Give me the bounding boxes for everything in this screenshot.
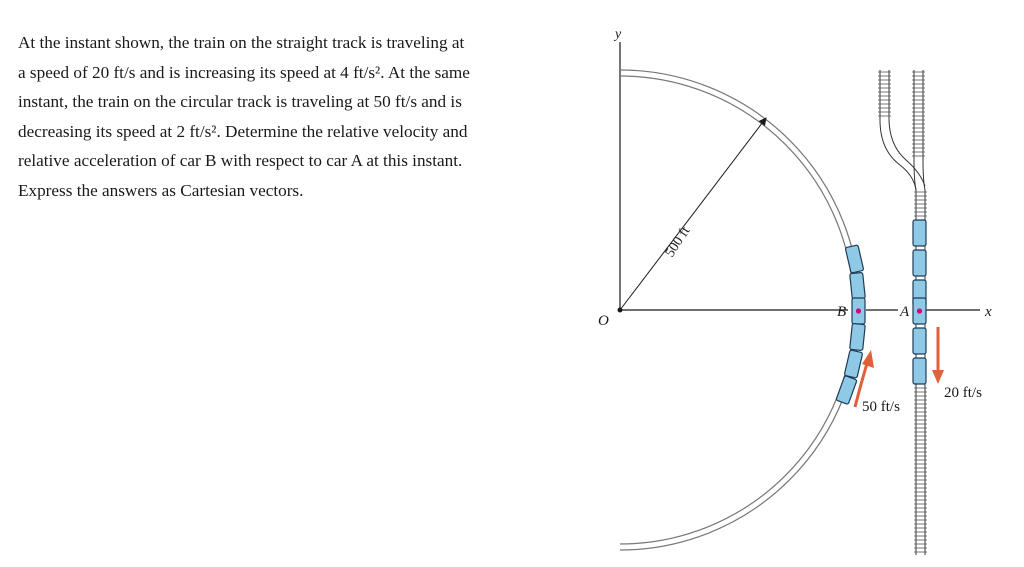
problem-line: decreasing its speed at 2 ft/s². Determine the relative velocity and bbox=[18, 121, 468, 141]
train-car bbox=[850, 272, 866, 299]
train-car bbox=[845, 245, 864, 273]
train-car bbox=[913, 328, 926, 354]
train-car bbox=[913, 250, 926, 276]
x-axis-label: x bbox=[985, 304, 992, 320]
speed-b-label: 50 ft/s bbox=[862, 399, 900, 415]
train-car bbox=[844, 350, 863, 378]
train-car bbox=[850, 323, 866, 350]
problem-line: a speed of 20 ft/s and is increasing its speed at 4 ft/s². At the same bbox=[18, 62, 470, 82]
y-axis-label: y bbox=[615, 27, 622, 42]
car-b-point bbox=[856, 308, 861, 313]
car-a-label: A bbox=[900, 304, 910, 320]
train-car bbox=[836, 376, 857, 405]
straight-train bbox=[913, 220, 926, 384]
train-car bbox=[913, 220, 926, 246]
speed-a-label: 20 ft/s bbox=[944, 385, 982, 401]
origin-label: O bbox=[598, 313, 609, 329]
car-b-label: B bbox=[837, 304, 847, 320]
radius-label: 500 ft bbox=[662, 224, 694, 261]
problem-line: instant, the train on the circular track is traveling at 50 ft/s and is bbox=[18, 92, 462, 111]
car-a-point bbox=[917, 308, 922, 313]
problem-line: relative acceleration of car B with respect to car A at this instant. bbox=[18, 151, 463, 170]
velocity-arrow-a bbox=[932, 327, 944, 384]
problem-line: At the instant shown, the train on the straight track is traveling at bbox=[18, 33, 465, 52]
train-car bbox=[913, 358, 926, 384]
problem-line: Express the answers as Cartesian vectors. bbox=[18, 180, 304, 200]
radius-line bbox=[620, 118, 766, 310]
